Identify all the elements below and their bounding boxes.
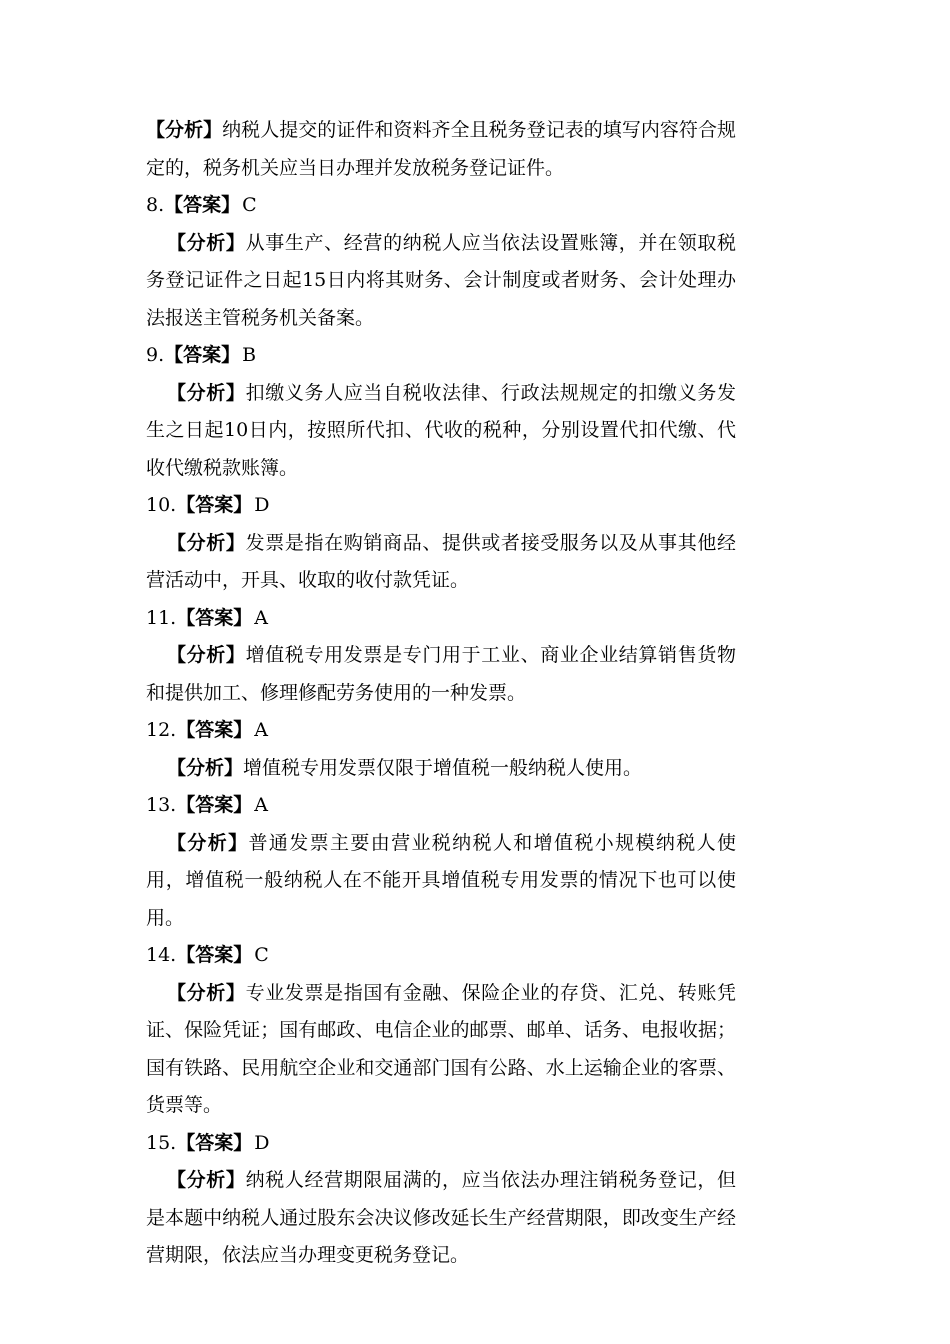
- analysis-block-8: [146, 225, 736, 338]
- answer-label: 【答案】: [176, 1131, 253, 1154]
- answer-value: C: [242, 194, 257, 216]
- analysis-block-10: [146, 525, 736, 600]
- answer-value: D: [254, 494, 270, 516]
- answer-line-15: [146, 1125, 736, 1163]
- analysis-label: 【分析】: [167, 644, 246, 666]
- question-number: 8.: [146, 194, 165, 216]
- answer-value: A: [254, 606, 268, 629]
- analysis-text: 纳税人经营期限届满的，应当依法办理注销税务登记，但是本题中纳税人通过股东会决议修改延长生产经营期限，即改变生产经营期限，依法应当办理变更税务登记。: [146, 1169, 736, 1266]
- analysis-text: 发票是指在购销商品、提供或者接受服务以及从事其他经营活动中，开具、收取的收付款凭证。: [146, 531, 736, 591]
- analysis-label: 【分析】: [146, 119, 223, 141]
- analysis-label: 【分析】: [167, 831, 249, 854]
- answer-value: A: [254, 719, 268, 741]
- answer-label: 【答案】: [176, 944, 253, 966]
- analysis-text: 专业发票是指国有金融、保险企业的存贷、汇兑、转账凭证、保险凭证；国有邮政、电信企业的邮票、邮单、话务、电报收据；国有铁路、民用航空企业和交通部门国有公路、水上运输企业的客票、货票等。: [146, 981, 736, 1116]
- answer-value: A: [254, 794, 268, 816]
- analysis-block-12: [146, 750, 736, 788]
- answer-label: 【答案】: [176, 794, 253, 816]
- analysis-text: 增值税专用发票是专门用于工业、商业企业结算销售货物和提供加工、修理修配劳务使用的一种发票。: [146, 644, 736, 704]
- question-number: 14.: [146, 944, 177, 966]
- answer-value: C: [254, 944, 269, 966]
- analysis-block-13: [146, 825, 736, 938]
- analysis-label: 【分析】: [167, 1169, 246, 1191]
- answer-label: 【答案】: [164, 344, 241, 366]
- document-content: [146, 112, 736, 1275]
- analysis-block-11: [146, 637, 736, 712]
- answer-label: 【答案】: [164, 194, 241, 216]
- answer-line-9: [146, 337, 736, 375]
- question-number: 12.: [146, 719, 177, 741]
- analysis-text: 扣缴义务人应当自税收法律、行政法规规定的扣缴义务发生之日起10日内，按照所代扣、代收的税种，分别设置代扣代缴、代收代缴税款账簿。: [146, 381, 736, 479]
- answer-value: B: [242, 344, 257, 366]
- answer-line-13: [146, 787, 736, 825]
- analysis-text: 增值税专用发票仅限于增值税一般纳税人使用。: [243, 756, 643, 779]
- question-number: 13.: [146, 794, 177, 816]
- analysis-block-7: [146, 112, 736, 187]
- analysis-block-9: [146, 375, 736, 488]
- analysis-label: 【分析】: [167, 756, 244, 779]
- answer-label: 【答案】: [176, 606, 253, 629]
- answer-line-14: [146, 937, 736, 975]
- question-number: 9.: [146, 344, 165, 366]
- answer-value: D: [254, 1131, 270, 1154]
- answer-line-12: [146, 712, 736, 750]
- analysis-text: 从事生产、经营的纳税人应当依法设置账簿，并在领取税务登记证件之日起15日内将其财务、会计制度或者财务、会计处理办法报送主管税务机关备案。: [146, 231, 736, 329]
- analysis-label: 【分析】: [167, 981, 246, 1004]
- answer-line-10: [146, 487, 736, 525]
- analysis-label: 【分析】: [167, 381, 246, 404]
- question-number: 15.: [146, 1131, 177, 1154]
- analysis-label: 【分析】: [167, 531, 246, 554]
- answer-line-11: [146, 600, 736, 638]
- question-number: 11.: [146, 606, 177, 629]
- answer-line-8: [146, 187, 736, 225]
- analysis-text: 普通发票主要由营业税纳税人和增值税小规模纳税人使用，增值税一般纳税人在不能开具增值税专用发票的情况下也可以使用。: [146, 831, 736, 929]
- question-number: 10.: [146, 494, 177, 516]
- analysis-block-15: [146, 1162, 736, 1275]
- analysis-block-14: [146, 975, 736, 1125]
- analysis-label: 【分析】: [167, 231, 246, 254]
- answer-label: 【答案】: [176, 494, 253, 516]
- analysis-text: 纳税人提交的证件和资料齐全且税务登记表的填写内容符合规定的，税务机关应当日办理并发放税务登记证件。: [146, 119, 736, 179]
- answer-label: 【答案】: [176, 719, 253, 741]
